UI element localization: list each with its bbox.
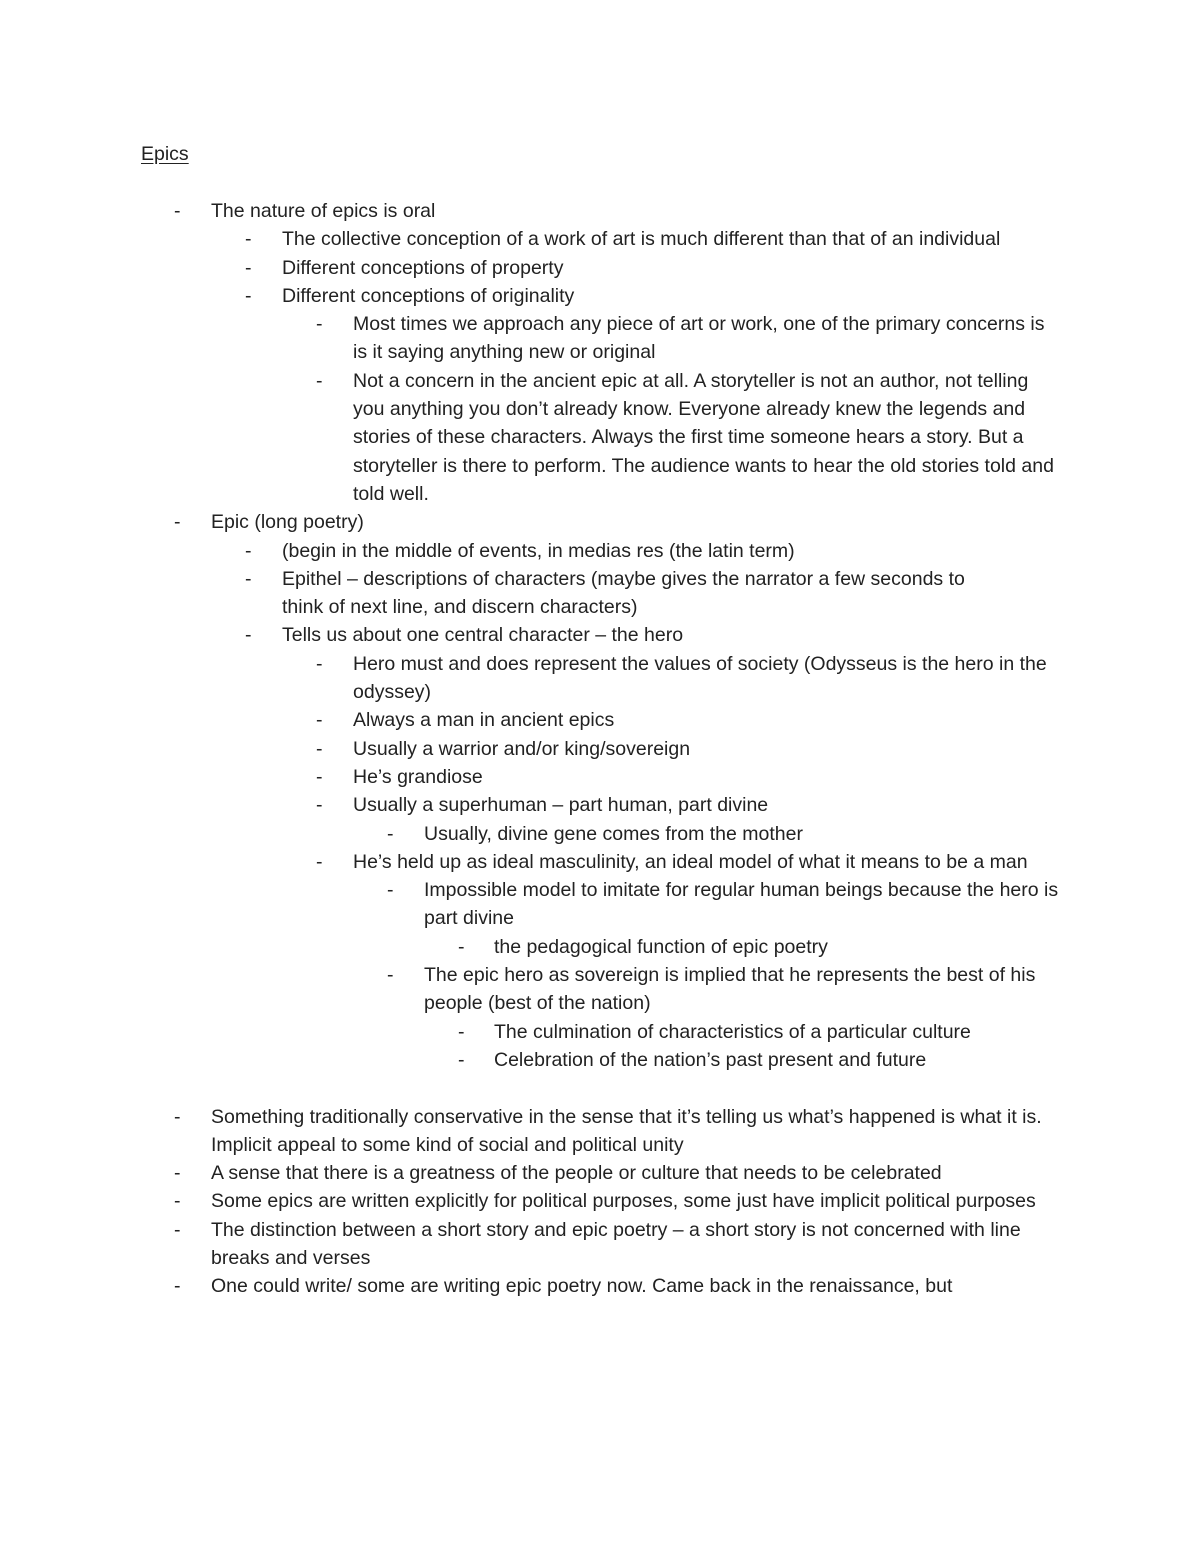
- list-item-text: Most times we approach any piece of art or work, one of the primary concerns is is it saying anything new or original: [353, 313, 1045, 364]
- list-item-text: Tells us about one central character – the hero: [282, 624, 684, 647]
- list-item-level-3: [0, 706, 1200, 734]
- list-item-level-5: [0, 933, 1200, 961]
- list-item-text: Not a concern in the ancient epic at all. A storyteller is not an author, not telling you anything you don’t already know. Everyone already knew the legends and stories of these characters. Always the first time someone hears a story. But a storyteller is there to perform. The audience wants to hear the old stories told and told well.: [353, 369, 1054, 505]
- bullet-dash: -: [316, 765, 323, 788]
- list-item-level-2: [0, 254, 1200, 282]
- list-item-text: He’s held up as ideal masculinity, an ideal model of what it means to be a man: [353, 850, 1028, 873]
- list-item-level-3: [0, 848, 1200, 876]
- list-item-text: He’s grandiose: [353, 765, 483, 788]
- list-item-text: Usually, divine gene comes from the mother: [424, 822, 803, 845]
- bullet-dash: -: [245, 539, 252, 562]
- list-item-text: The collective conception of a work of art is much different than that of an individual: [282, 228, 1001, 251]
- list-item-text: Some epics are written explicitly for political purposes, some just have implicit political purposes: [211, 1190, 1036, 1213]
- list-item-text: The nature of epics is oral: [211, 200, 436, 222]
- list-item-text: (begin in the middle of events, in medias res (the latin term): [282, 539, 795, 562]
- bullet-dash: -: [245, 624, 252, 647]
- list-item-level-2: [0, 537, 1200, 565]
- document-title: Epics: [141, 143, 189, 165]
- list-item-level-3: [0, 791, 1200, 819]
- list-item-level-3: [0, 735, 1200, 763]
- list-item-level-3: [0, 763, 1200, 791]
- bullet-dash: -: [174, 1218, 181, 1241]
- list-item-level-1: [0, 1272, 1200, 1300]
- bullet-dash: -: [316, 652, 323, 675]
- list-item-level-1: [0, 197, 1200, 225]
- bullet-dash: -: [316, 850, 323, 873]
- bullet-dash: -: [245, 284, 252, 307]
- list-item-text: Different conceptions of originality: [282, 284, 575, 307]
- bullet-dash: -: [174, 1105, 181, 1128]
- list-item-level-5: [0, 1046, 1200, 1074]
- list-item-level-3: [0, 367, 1200, 508]
- list-item-level-1: [0, 1216, 1200, 1273]
- list-item-level-1: [0, 1187, 1200, 1215]
- list-item-text: Impossible model to imitate for regular human beings because the hero is part divine: [424, 879, 1059, 930]
- list-item-level-1: [0, 1159, 1200, 1187]
- list-item-level-1: [0, 508, 1200, 536]
- list-item-level-4: [0, 876, 1200, 933]
- bullet-dash: -: [458, 935, 465, 958]
- list-item-text: The epic hero as sovereign is implied that he represents the best of his people (best of the nation): [424, 964, 1036, 1015]
- bullet-dash: -: [174, 200, 181, 222]
- list-item-level-1: [0, 1103, 1200, 1160]
- bullet-dash: -: [174, 1190, 181, 1213]
- bullet-dash: -: [316, 737, 323, 760]
- bullet-dash: -: [245, 228, 252, 251]
- list-item-text: Different conceptions of property: [282, 256, 564, 279]
- list-item-text: The distinction between a short story and epic poetry – a short story is not concerned with line breaks and verses: [211, 1218, 1021, 1269]
- list-item-level-5: [0, 1018, 1200, 1046]
- bullet-dash: -: [387, 964, 394, 987]
- bullet-dash: -: [387, 879, 394, 902]
- bullet-dash: -: [245, 567, 252, 590]
- list-item-text: Something traditionally conservative in the sense that it’s telling us what’s happened is what it is. Implicit appeal to some kind of social and political unity: [211, 1105, 1042, 1156]
- bullet-dash: -: [458, 1048, 465, 1071]
- bullet-dash: -: [316, 709, 323, 732]
- list-item-level-3: [0, 310, 1200, 367]
- bullet-dash: -: [316, 794, 323, 817]
- list-item-level-2: [0, 282, 1200, 310]
- list-item-text: Usually a warrior and/or king/sovereign: [353, 737, 691, 760]
- list-item-level-2: [0, 621, 1200, 649]
- bullet-dash: -: [245, 256, 252, 279]
- list-item-level-4: [0, 961, 1200, 1018]
- list-item-level-2: [0, 225, 1200, 253]
- bullet-list: [0, 197, 1200, 1301]
- list-item-level-2: [0, 565, 1200, 622]
- bullet-dash: -: [174, 511, 181, 534]
- list-item-level-4: [0, 820, 1200, 848]
- list-item-level-3: [0, 650, 1200, 707]
- list-item-text: A sense that there is a greatness of the people or culture that needs to be celebrated: [211, 1162, 942, 1185]
- list-item-text: Epithel – descriptions of characters (maybe gives the narrator a few seconds to think of next line, and discern characters): [282, 567, 965, 619]
- list-item-text: One could write/ some are writing epic poetry now. Came back in the renaissance, but: [211, 1275, 953, 1298]
- list-item-text: The culmination of characteristics of a particular culture: [494, 1020, 971, 1043]
- bullet-dash: -: [174, 1275, 181, 1298]
- list-item-text: Usually a superhuman – part human, part divine: [353, 794, 769, 817]
- list-item-text: the pedagogical function of epic poetry: [494, 935, 828, 958]
- list-item-text: Hero must and does represent the values of society (Odysseus is the hero in the odyssey): [353, 652, 1047, 704]
- bullet-dash: -: [458, 1020, 465, 1043]
- bullet-dash: -: [316, 313, 323, 336]
- list-item-text: Epic (long poetry): [211, 511, 364, 534]
- list-item-text: Celebration of the nation’s past present and future: [494, 1048, 927, 1071]
- list-item-text: Always a man in ancient epics: [353, 709, 615, 732]
- blank-line: [0, 1074, 1200, 1102]
- bullet-dash: -: [387, 822, 394, 845]
- bullet-dash: -: [316, 369, 323, 392]
- bullet-dash: -: [174, 1162, 181, 1185]
